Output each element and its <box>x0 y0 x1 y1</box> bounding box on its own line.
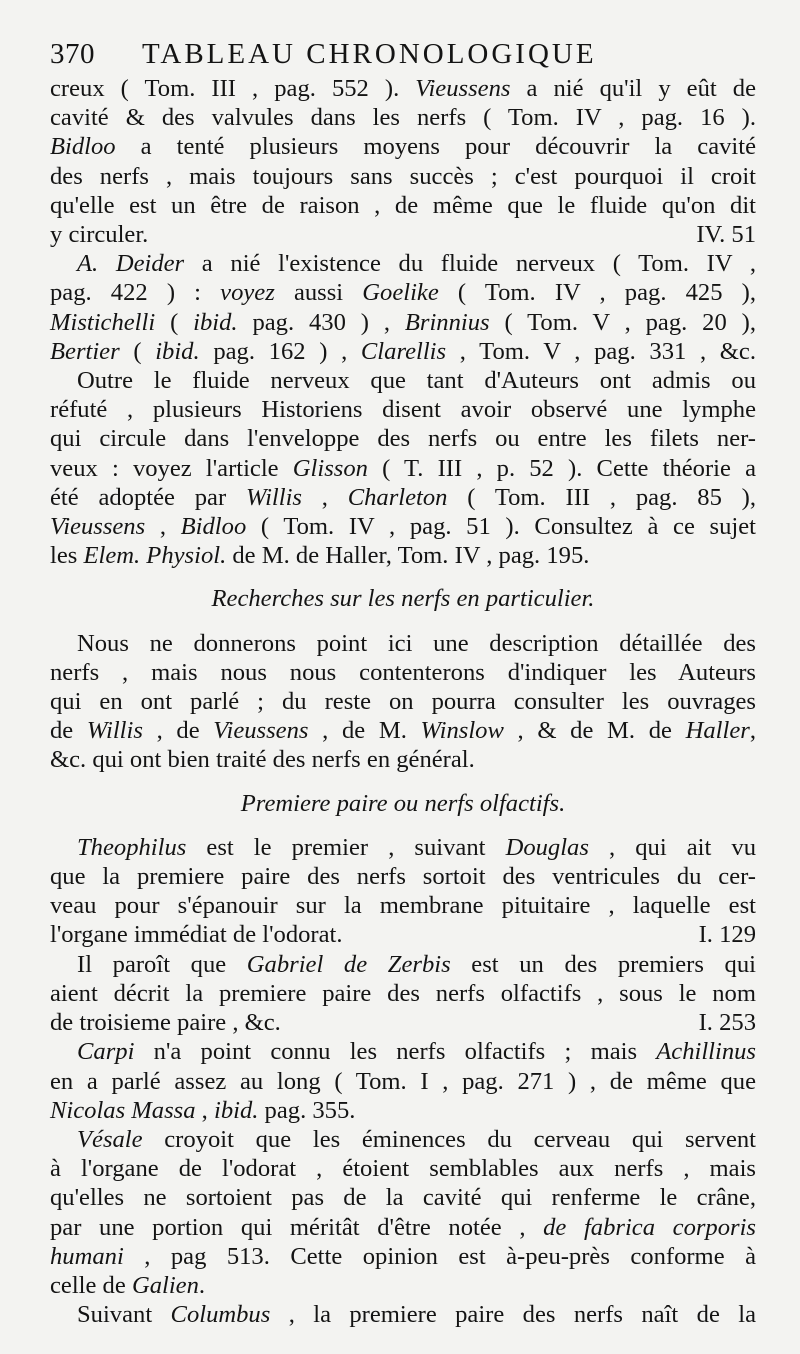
paragraph <box>50 1037 756 1125</box>
text-line: Theophilus est le premier , suivant Douglas , qui ait vu <box>77 833 756 861</box>
text-line: à l'organe de l'odorat , étoient semblables aux nerfs , mais <box>50 1155 756 1183</box>
page-header <box>50 36 756 72</box>
text-line: celle de Galien. <box>50 1271 206 1299</box>
text-line: Nous ne donnerons point ici une description détaillée des <box>77 629 756 657</box>
text-line: Il paroît que Gabriel de Zerbis est un des premiers qui <box>77 950 756 978</box>
text-line: Mistichelli ( ibid. pag. 430 ) , Brinnius ( Tom. V , pag. 20 ), <box>50 308 756 336</box>
section-heading: Premiere paire ou nerfs olfactifs. <box>240 789 566 817</box>
text-line: veau pour s'épanouir sur la membrane pituitaire , laquelle est <box>50 892 756 920</box>
running-head: TABLEAU CHRONOLOGIQUE <box>142 38 597 70</box>
text-line: qui en ont parlé ; du reste on pourra consulter les ouvrages <box>50 688 756 716</box>
text-line: humani , pag 513. Cette opinion est à-peu-près conforme à <box>50 1242 756 1270</box>
text-line: qu'elle est un être de raison , de même que le fluide qu'on dit <box>50 191 756 219</box>
text-line: par une portion qui méritât d'être notée , de fabrica corporis <box>50 1213 757 1241</box>
paragraph <box>50 249 756 366</box>
text-line: qui circule dans l'enveloppe des nerfs ou entre les filets ner- <box>50 425 756 453</box>
text-line: Vieussens , Bidloo ( Tom. IV , pag. 51 ). Consultez à ce sujet <box>50 513 756 541</box>
text-line: veux : voyez l'article Glisson ( T. III , p. 52 ). Cette théorie a <box>50 454 757 482</box>
text-line: pag. 422 ) : voyez aussi Goelike ( Tom. IV , pag. 425 ), <box>50 279 756 307</box>
text-line: été adoptée par Willis , Charleton ( Tom. III , pag. 85 ), <box>50 483 756 511</box>
text-line: de troisieme paire , &c. I. 253 <box>50 1009 756 1037</box>
text-line: nerfs , mais nous nous contenterons d'indiquer les Auteurs <box>50 658 756 686</box>
section-heading: Recherches sur les nerfs en particulier. <box>211 585 595 613</box>
paragraph <box>50 74 756 249</box>
text-line: de Willis , de Vieussens , de M. Winslow , & de M. de Haller, <box>50 717 756 745</box>
paragraph <box>50 1125 756 1300</box>
text-line: Vésale croyoit que les éminences du cerveau qui servent <box>77 1125 756 1153</box>
text-line: Suivant Columbus , la premiere paire des nerfs naît de la <box>77 1301 756 1329</box>
reference-marker: I. 253 <box>698 1009 756 1037</box>
reference-marker: IV. 51 <box>696 221 756 249</box>
text-line: l'organe immédiat de l'odorat. I. 129 <box>50 921 756 949</box>
text-line: Bidloo a tenté plusieurs moyens pour découvrir la cavité <box>50 133 756 161</box>
text-line: Nicolas Massa , ibid. pag. 355. <box>50 1096 356 1124</box>
text-line: les Elem. Physiol. de M. de Haller, Tom. IV , pag. 195. <box>50 542 590 570</box>
page-number: 370 <box>50 38 95 70</box>
text-line: qu'elles ne sortoient pas de la cavité qui renferme le crâne, <box>50 1184 756 1212</box>
reference-marker: I. 129 <box>698 921 756 949</box>
text-line: réfuté , plusieurs Historiens disent avoir observé une lymphe <box>50 396 756 424</box>
text-line: que la premiere paire des nerfs sortoit des ventricules du cer- <box>50 863 756 891</box>
body-text <box>50 74 756 1329</box>
text-line: Outre le fluide nerveux que tant d'Auteurs ont admis ou <box>77 367 756 395</box>
text-line: A. Deider a nié l'existence du fluide nerveux ( Tom. IV , <box>77 250 756 278</box>
paragraph <box>50 629 756 775</box>
text-line: Bertier ( ibid. pag. 162 ) , Clarellis , Tom. V , pag. 331 , &c. <box>50 337 756 365</box>
paragraph <box>50 833 756 950</box>
text-line: des nerfs , mais toujours sans succès ; c'est pourquoi il croit <box>50 162 756 190</box>
paragraph <box>50 1300 756 1329</box>
text-line: y circuler. IV. 51 <box>50 221 756 249</box>
text-line: en a parlé assez au long ( Tom. I , pag. 271 ) , de même que <box>50 1067 756 1095</box>
text-line: Carpi n'a point connu les nerfs olfactifs ; mais Achillinus <box>77 1038 756 1066</box>
text-line: cavité & des valvules dans les nerfs ( Tom. IV , pag. 16 ). <box>50 104 756 132</box>
text-line: &c. qui ont bien traité des nerfs en général. <box>50 746 475 774</box>
paragraph <box>50 366 756 570</box>
text-line: creux ( Tom. III , pag. 552 ). Vieussens a nié qu'il y eût de <box>50 75 756 102</box>
paragraph <box>50 950 756 1038</box>
text-line: aient décrit la premiere paire des nerfs olfactifs , sous le nom <box>50 979 756 1007</box>
